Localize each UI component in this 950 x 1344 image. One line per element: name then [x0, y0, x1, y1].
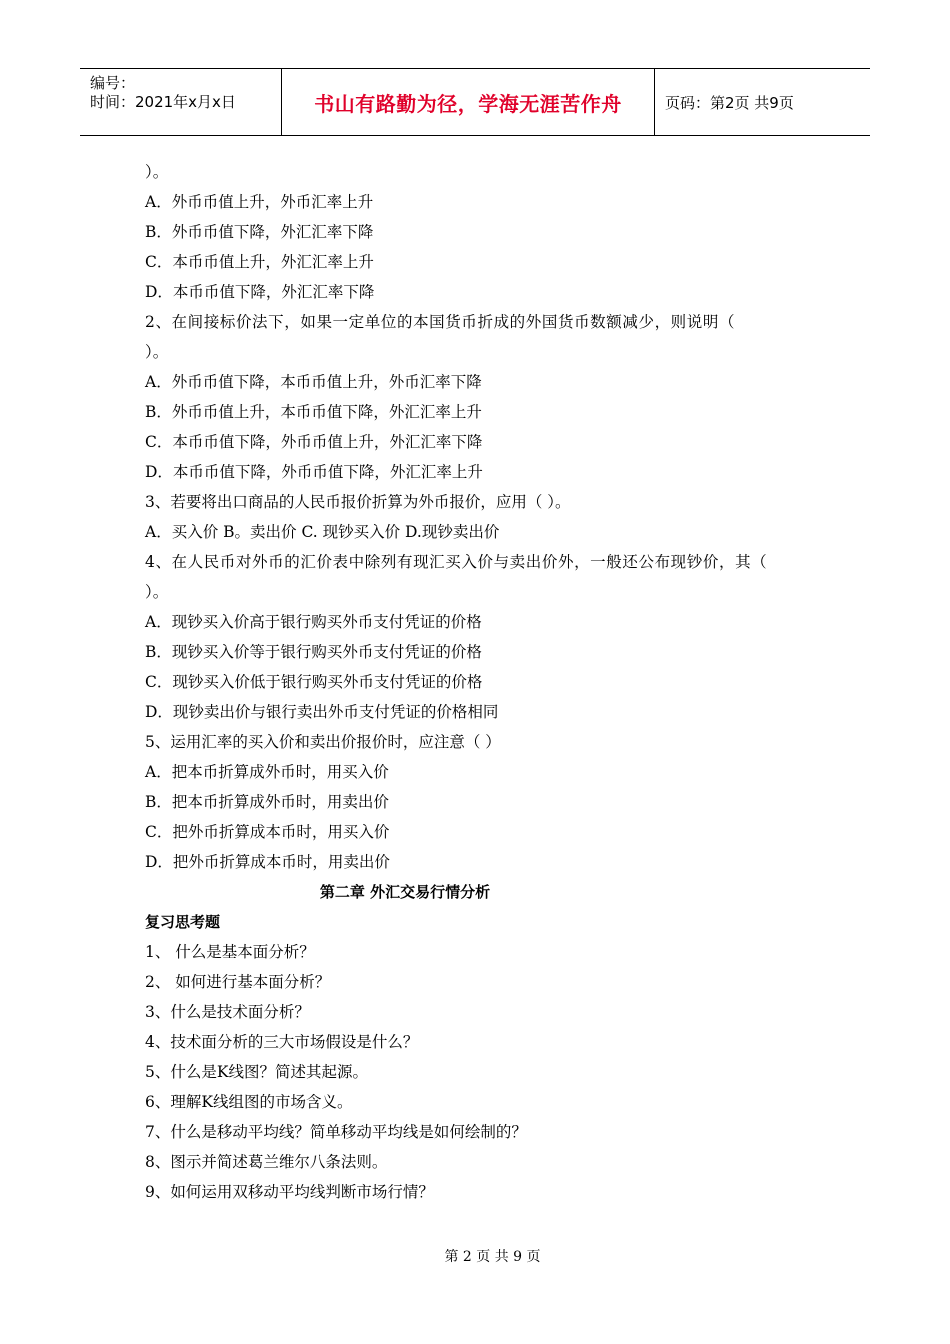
footer-page-number: 第 2 页 共 9 页	[444, 1249, 541, 1265]
answer-option: A．买入价 B。卖出价 C. 现钞买入价 D.现钞卖出价	[145, 523, 500, 541]
answer-option: C．把外币折算成本币时，用买入价	[145, 823, 390, 841]
page-footer	[0, 1246, 950, 1266]
continuation-text: ）。	[145, 583, 169, 601]
question-text: 7、什么是移动平均线？简单移动平均线是如何绘制的？	[145, 1123, 527, 1141]
question-text: 5、什么是K线图？简述其起源。	[145, 1063, 368, 1081]
answer-option: D．把外币折算成本币时，用卖出价	[145, 853, 390, 871]
answer-option: B．把本币折算成外币时，用卖出价	[145, 793, 389, 811]
page-header	[80, 68, 870, 136]
question-text: 3、什么是技术面分析？	[145, 1003, 310, 1021]
question-text: 6、理解K线组图的市场含义。	[145, 1093, 353, 1111]
question-text: 9、如何运用双移动平均线判断市场行情？	[145, 1183, 434, 1201]
answer-option: D．本币币值下降，外币币值下降，外汇汇率上升	[145, 463, 483, 481]
answer-option: C．本币币值下降，外币币值上升，外汇汇率下降	[145, 433, 483, 451]
motto-text: 书山有路勤为径，学海无涯苦作舟	[314, 91, 622, 116]
answer-option: A．把本币折算成外币时，用买入价	[145, 763, 389, 781]
header-meta	[80, 69, 282, 135]
document-body	[145, 157, 815, 1207]
chapter-heading: 第二章 外汇交易行情分析	[319, 883, 491, 901]
question-text: 4、在人民币对外币的汇价表中除列有现汇买入价与卖出价外，一般还公布现钞价，其（	[145, 553, 768, 571]
answer-option: B．外币币值上升，本币币值下降，外汇汇率上升	[145, 403, 482, 421]
question-text: 5、运用汇率的买入价和卖出价报价时，应注意（ ）	[145, 733, 501, 751]
answer-option: C．现钞买入价低于银行购买外币支付凭证的价格	[145, 673, 483, 691]
header-page-info	[655, 69, 870, 135]
question-text: 1、 什么是基本面分析？	[145, 943, 315, 961]
question-text: 3、若要将出口商品的人民币报价折算为外币报价，应用（ ）。	[145, 493, 571, 511]
header-motto	[282, 69, 655, 135]
answer-option: D．本币币值下降，外汇汇率下降	[145, 283, 375, 301]
time-label: 时间：2021年x月x日	[90, 93, 236, 111]
answer-option: D．现钞卖出价与银行卖出外币支付凭证的价格相同	[145, 703, 499, 721]
answer-option: A．外币币值上升，外币汇率上升	[145, 193, 374, 211]
question-text: 2、 如何进行基本面分析？	[145, 973, 331, 991]
page-info-text: 页码：第2页 共9页	[665, 93, 794, 112]
answer-option: B．外币币值下降，外汇汇率下降	[145, 223, 374, 241]
section-heading: 复习思考题	[145, 913, 221, 931]
question-text: 2、在间接标价法下，如果一定单位的本国货币折成的外国货币数额减少，则说明（	[145, 313, 736, 331]
question-text: 4、技术面分析的三大市场假设是什么？	[145, 1033, 419, 1051]
answer-option: A．外币币值下降，本币币值上升，外币汇率下降	[145, 373, 482, 391]
question-text: 8、图示并简述葛兰维尔八条法则。	[145, 1153, 388, 1171]
answer-option: B．现钞买入价等于银行购买外币支付凭证的价格	[145, 643, 482, 661]
answer-option: A．现钞买入价高于银行购买外币支付凭证的价格	[145, 613, 482, 631]
number-label: 编号：	[90, 74, 136, 92]
answer-option: C．本币币值上升，外汇汇率上升	[145, 253, 374, 271]
continuation-text: ）。	[145, 163, 169, 181]
continuation-text: ）。	[145, 343, 169, 361]
